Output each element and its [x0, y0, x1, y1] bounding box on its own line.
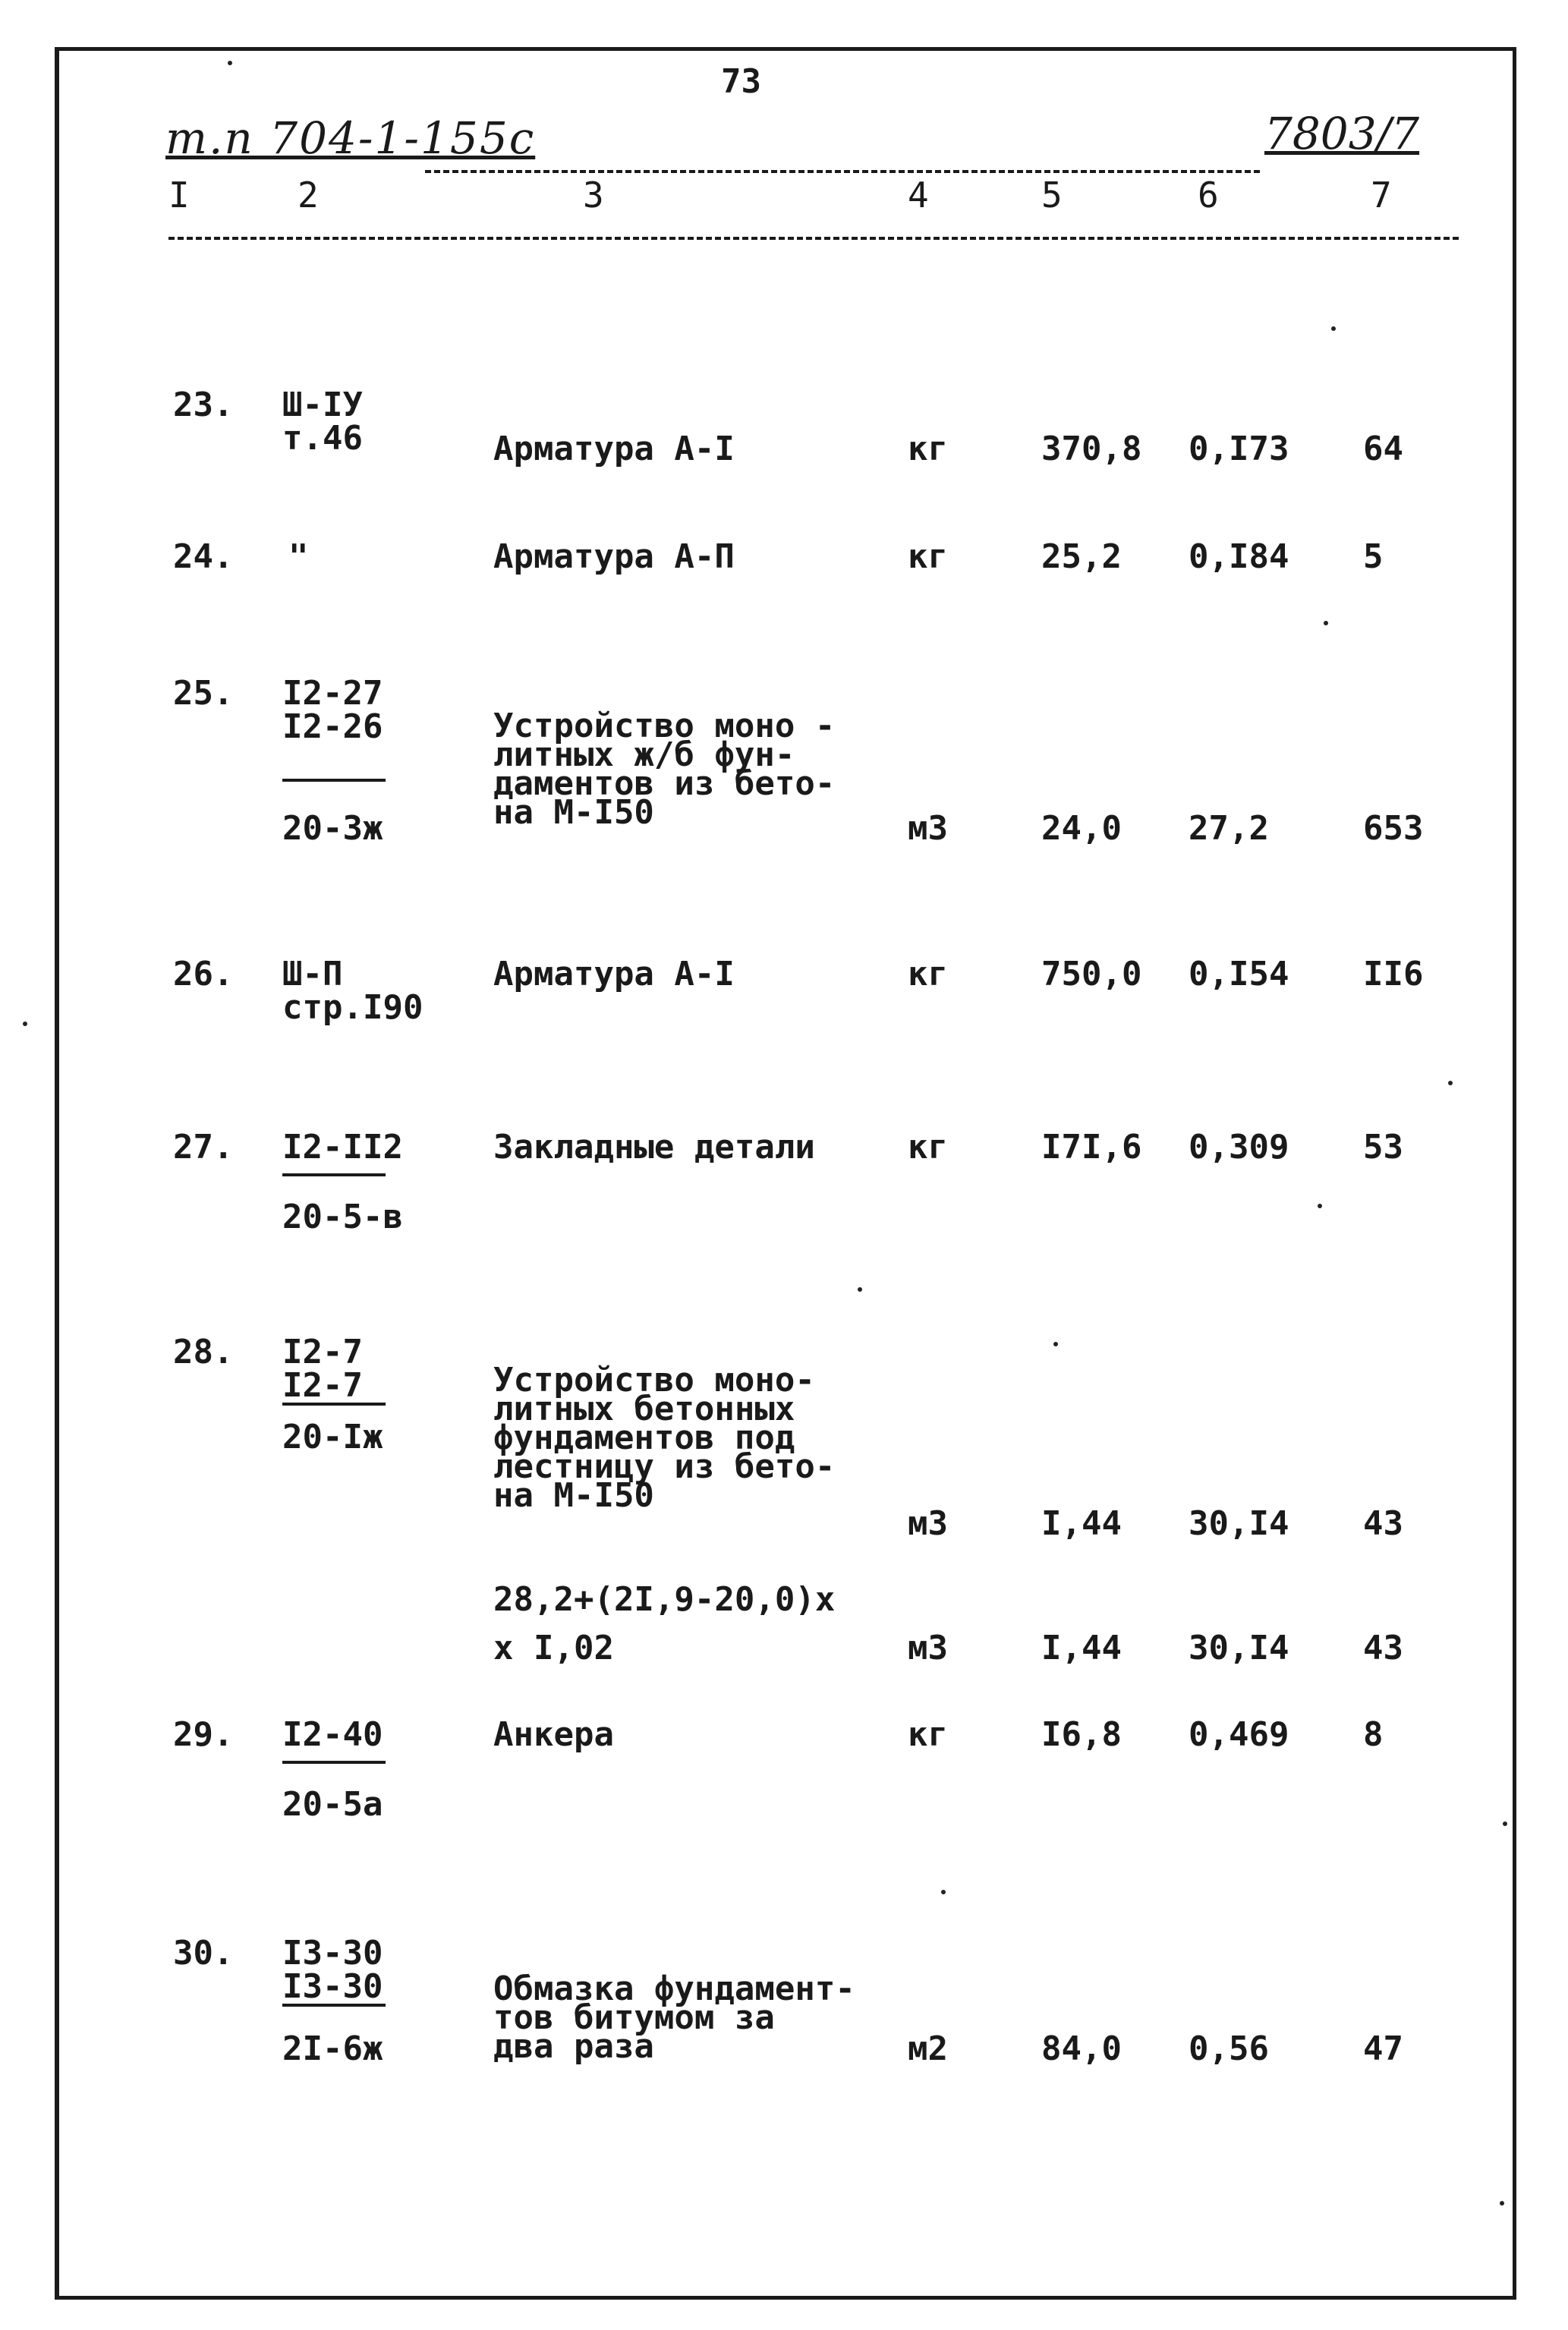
calculation-line: 28,2+(2I,9-20,0)x	[493, 1580, 836, 1619]
unit: кг	[908, 1128, 948, 1167]
norm-code-ditto: "	[288, 537, 309, 576]
norm-code-line: I2-27	[282, 674, 383, 713]
norm-code	[282, 1934, 383, 2006]
unit-price: 0,I54	[1189, 955, 1289, 993]
code-fraction-rule	[282, 779, 386, 782]
row-number: 24.	[173, 537, 234, 576]
work-description: Арматура А-I	[493, 430, 735, 468]
work-description: Арматура А-I	[493, 955, 735, 993]
total: 43	[1363, 1629, 1403, 1667]
norm-code: I2-40	[282, 1715, 383, 1754]
calculation-line: x I,02	[493, 1629, 614, 1667]
code-fraction-rule	[282, 2004, 386, 2007]
quantity: 24,0	[1041, 809, 1122, 848]
norm-code-denominator: 20-3ж	[282, 809, 383, 848]
row-number: 30.	[173, 1934, 234, 1973]
norm-code-line: Ш-П	[282, 955, 343, 993]
scan-speck	[23, 1022, 27, 1026]
norm-code	[282, 386, 363, 458]
scan-speck	[1053, 1342, 1058, 1346]
norm-code	[282, 1333, 363, 1405]
column-header-4: 4	[908, 175, 929, 216]
unit: кг	[908, 537, 948, 576]
scan-speck	[228, 61, 232, 65]
norm-code	[282, 674, 383, 746]
quantity: 25,2	[1041, 537, 1122, 576]
code-fraction-rule	[282, 1403, 386, 1406]
scan-speck	[941, 1890, 946, 1894]
unit: м2	[908, 2029, 948, 2068]
column-header-dash-line	[168, 237, 1459, 240]
work-description: Устройство моно - литных ж/б фун- даментов из бето- на М-I50	[493, 707, 836, 832]
unit-price: 0,I84	[1189, 537, 1289, 576]
row-number: 27.	[173, 1128, 234, 1167]
header-dash-line	[425, 170, 1260, 173]
quantity: 750,0	[1041, 955, 1142, 993]
row-number: 26.	[173, 955, 234, 993]
page-frame	[55, 47, 1516, 2300]
sheet-code: 7803/7	[1264, 108, 1420, 159]
unit: кг	[908, 955, 948, 993]
scan-speck	[1318, 1204, 1322, 1208]
unit-price: 30,I4	[1189, 1504, 1289, 1543]
norm-code-line: Ш-IУ	[282, 386, 363, 424]
norm-code-denominator: 20-5а	[282, 1785, 383, 1824]
quantity: I7I,6	[1041, 1128, 1142, 1167]
unit-price: 0,I73	[1189, 430, 1289, 468]
column-header-2: 2	[298, 175, 319, 216]
norm-code	[282, 955, 423, 1027]
column-header-6: 6	[1198, 175, 1219, 216]
total: 8	[1363, 1715, 1384, 1754]
scan-speck	[1503, 1821, 1507, 1826]
norm-code-line: стр.I90	[282, 988, 423, 1027]
row-number: 29.	[173, 1715, 234, 1754]
work-description: Анкера	[493, 1715, 614, 1754]
quantity: 84,0	[1041, 2029, 1122, 2068]
norm-code-line: I2-26	[282, 707, 383, 746]
norm-code-denominator: 20-5-в	[282, 1198, 403, 1236]
unit-price: 0,309	[1189, 1128, 1289, 1167]
unit: м3	[908, 809, 948, 848]
norm-code-line: I2-7	[282, 1333, 363, 1371]
work-description: Арматура А-П	[493, 537, 735, 576]
row-number: 28.	[173, 1333, 234, 1371]
code-fraction-rule	[282, 1173, 386, 1176]
column-header-1: I	[168, 175, 190, 216]
page-number: 73	[721, 62, 761, 101]
total: 53	[1363, 1128, 1403, 1167]
column-header-5: 5	[1041, 175, 1063, 216]
row-number: 23.	[173, 386, 234, 424]
norm-code-denominator: 20-Iж	[282, 1418, 383, 1456]
norm-code-line: I3-30	[282, 1967, 383, 2006]
quantity: I6,8	[1041, 1715, 1122, 1754]
norm-code-denominator: 2I-6ж	[282, 2029, 383, 2068]
scan-speck	[1500, 2201, 1504, 2206]
unit: м3	[908, 1504, 948, 1543]
quantity: I,44	[1041, 1504, 1122, 1543]
scan-speck	[1324, 621, 1328, 625]
unit-price: 0,56	[1189, 2029, 1269, 2068]
unit: кг	[908, 1715, 948, 1754]
scan-speck	[858, 1287, 862, 1292]
code-fraction-rule	[282, 1761, 386, 1764]
document-code: т.п 704-1-155с	[165, 112, 536, 164]
work-description: Устройство моно- литных бетонных фундаментов под лестницу из бето- на М-I50	[493, 1361, 836, 1515]
norm-code-line: т.46	[282, 419, 363, 458]
scan-speck	[1331, 326, 1336, 331]
scan-speck	[1448, 1081, 1453, 1085]
unit-price: 27,2	[1189, 809, 1269, 848]
total: II6	[1363, 955, 1424, 993]
unit: кг	[908, 430, 948, 468]
norm-code: I2-II2	[282, 1128, 403, 1167]
total: 653	[1363, 809, 1424, 848]
norm-code-line: I3-30	[282, 1934, 383, 1973]
work-description: Закладные детали	[493, 1128, 815, 1167]
work-description: Обмазка фундамент- тов битумом за два раза	[493, 1969, 855, 2066]
unit-price: 30,I4	[1189, 1629, 1289, 1667]
norm-code-line: I2-7	[282, 1366, 363, 1405]
quantity: I,44	[1041, 1629, 1122, 1667]
column-header-7: 7	[1371, 175, 1392, 216]
total: 64	[1363, 430, 1403, 468]
total: 43	[1363, 1504, 1403, 1543]
total: 47	[1363, 2029, 1403, 2068]
total: 5	[1363, 537, 1384, 576]
quantity: 370,8	[1041, 430, 1142, 468]
column-header-3: 3	[583, 175, 604, 216]
row-number: 25.	[173, 674, 234, 713]
unit: м3	[908, 1629, 948, 1667]
unit-price: 0,469	[1189, 1715, 1289, 1754]
